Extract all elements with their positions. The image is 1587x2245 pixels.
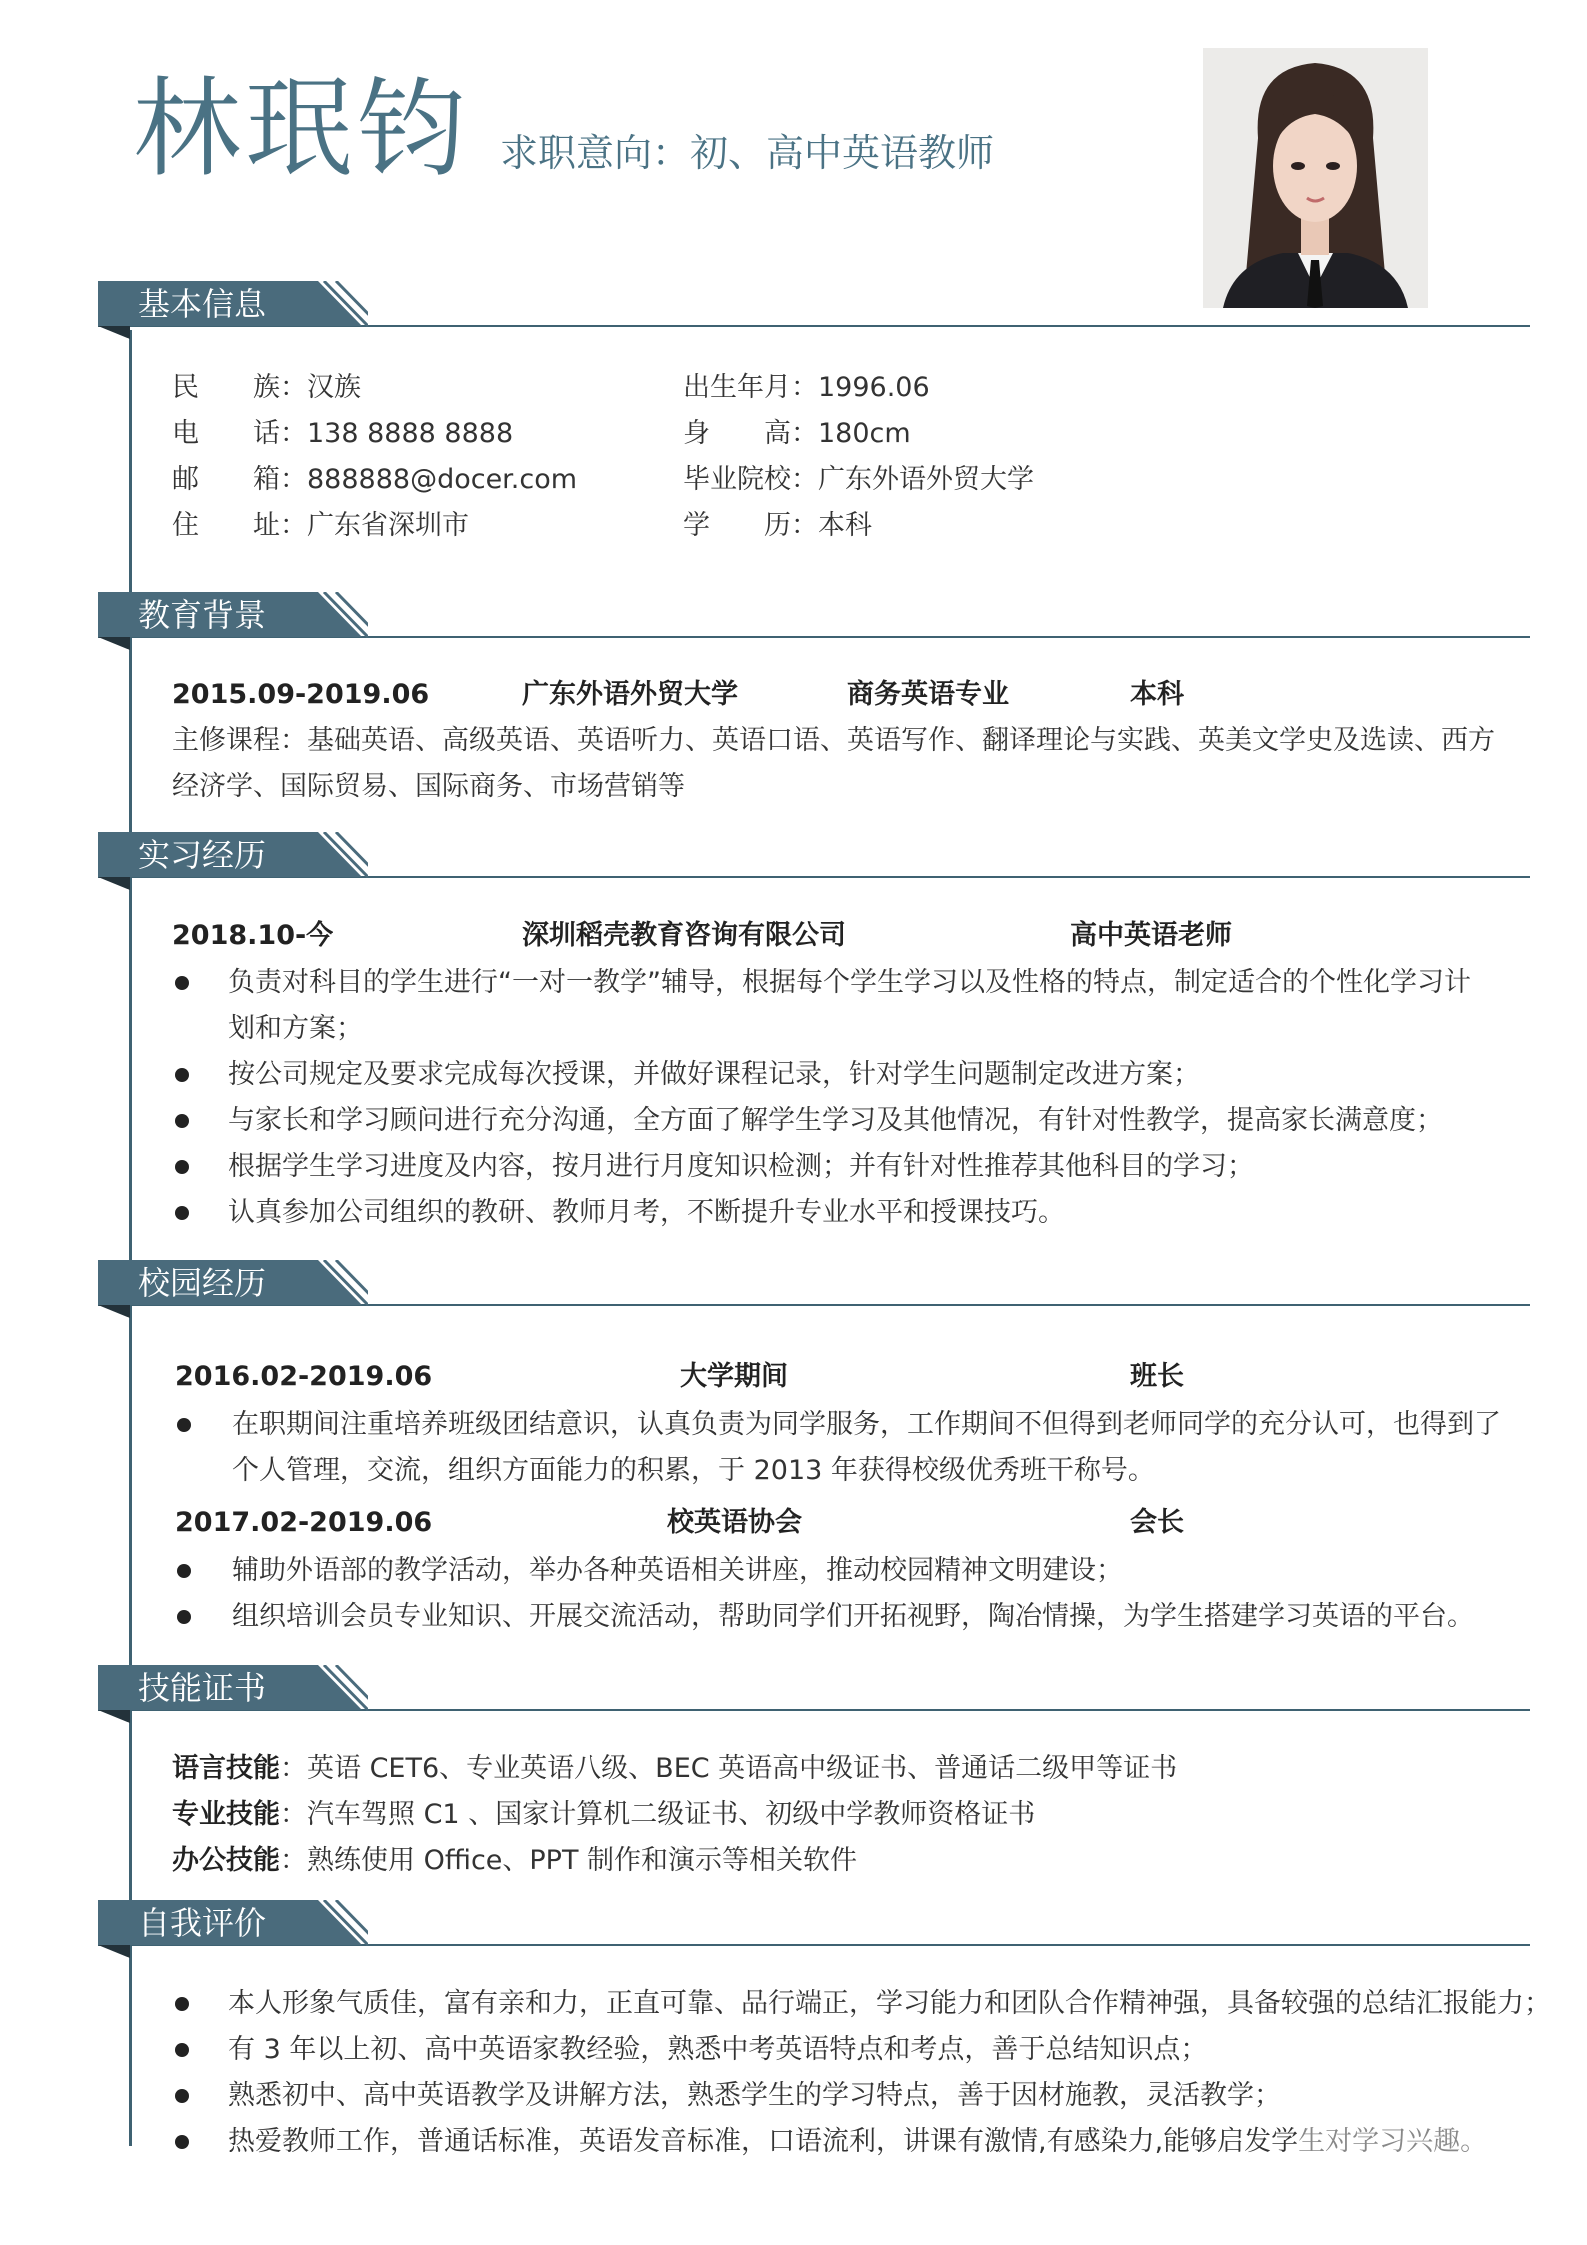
skill-professional — [172, 1792, 1035, 1838]
skill-professional-label: 专业技能 — [172, 1799, 280, 1830]
section-header-skills — [98, 1665, 1530, 1711]
campus1-org: 大学期间 — [680, 1361, 788, 1392]
email-label: 邮 箱： — [172, 464, 307, 495]
edu-courses-line1: 主修课程：基础英语、高级英语、英语听力、英语口语、英语写作、翻译理论与实践、英美文学史及选读、西方 — [172, 725, 1495, 756]
skill-office — [172, 1838, 857, 1884]
section-header-basic — [98, 281, 1530, 327]
birth-label: 出生年月： — [683, 372, 818, 403]
section-title: 基本信息 — [138, 285, 267, 323]
self-eval-4 — [228, 2119, 1487, 2165]
portrait-image — [1203, 48, 1428, 308]
ethnicity-label: 民 族： — [172, 372, 307, 403]
edu-courses-line2: 经济学、国际贸易、国际商务、市场营销等 — [172, 771, 685, 802]
campus2-org: 校英语协会 — [667, 1507, 802, 1538]
section-title: 教育背景 — [138, 596, 267, 634]
job-intent: 求职意向：初、高中英语教师 — [500, 131, 995, 175]
self-eval-1: 本人形象气质佳，富有亲和力，正直可靠、品行端正，学习能力和团队合作精神强，具备较强的总结汇报能力； — [228, 1988, 1551, 2019]
self-eval-4-tail: 生对学习兴趣。 — [1298, 2126, 1488, 2157]
height-value: 180cm — [818, 418, 911, 449]
address-value: 广东省深圳市 — [307, 510, 469, 541]
campus2-role: 会长 — [1130, 1507, 1184, 1538]
school-field — [683, 457, 1034, 503]
height-field — [683, 411, 911, 457]
email-field — [172, 457, 577, 503]
birth-field — [683, 365, 930, 411]
email-value: 888888@docer.com — [307, 464, 578, 495]
bullet-dot — [175, 2043, 189, 2057]
intern-bullet-4: 根据学生学习进度及内容，按月进行月度知识检测；并有针对性推荐其他科目的学习； — [228, 1151, 1254, 1182]
intern-role: 高中英语老师 — [1070, 920, 1232, 951]
skill-office-label: 办公技能 — [172, 1845, 280, 1876]
edu-degree: 本科 — [1130, 679, 1184, 710]
bullet-dot — [175, 1997, 189, 2011]
bullet-dot — [175, 2089, 189, 2103]
skill-language — [172, 1746, 1177, 1792]
section-title: 自我评价 — [138, 1904, 267, 1942]
bullet-dot — [175, 1206, 189, 1220]
skill-language-label: 语言技能 — [172, 1753, 280, 1784]
intern-bullet-1-cont: 划和方案； — [228, 1013, 363, 1044]
self-eval-2: 有 3 年以上初、高中英语家教经验，熟悉中考英语特点和考点，善于总结知识点； — [228, 2034, 1208, 2065]
phone-label: 电 话： — [172, 418, 307, 449]
intern-bullet-3: 与家长和学习顾问进行充分沟通，全方面了解学生学习及其他情况，有针对性教学，提高家长满意度； — [228, 1105, 1443, 1136]
degree-label: 学 历： — [683, 510, 818, 541]
campus1-line2: 个人管理，交流，组织方面能力的积累，于 2013 年获得校级优秀班干称号。 — [232, 1455, 1155, 1486]
degree-field — [683, 503, 872, 549]
intern-bullet-1: 负责对科目的学生进行“一对一教学”辅导，根据每个学生学习以及性格的特点，制定适合的个性化学习计 — [228, 967, 1471, 998]
intern-period: 2018.10-今 — [172, 920, 334, 951]
edu-school: 广东外语外贸大学 — [522, 679, 738, 710]
section-title: 校园经历 — [138, 1264, 267, 1302]
bullet-dot — [175, 2135, 189, 2149]
degree-value: 本科 — [818, 510, 872, 541]
section-header-self — [98, 1900, 1530, 1946]
bullet-dot — [177, 1610, 191, 1624]
campus2-period: 2017.02-2019.06 — [175, 1507, 433, 1538]
candidate-name: 林珉钧 — [133, 67, 470, 192]
school-label: 毕业院校： — [683, 464, 818, 495]
bullet-dot — [175, 1160, 189, 1174]
section-header-internship — [98, 832, 1530, 878]
section-title: 实习经历 — [138, 836, 267, 874]
section-title: 技能证书 — [138, 1669, 267, 1707]
campus1-period: 2016.02-2019.06 — [175, 1361, 433, 1392]
self-eval-4-main: 热爱教师工作，普通话标准，英语发音标准，口语流利，讲课有激情,有感染力,能够启发学 — [228, 2126, 1299, 2157]
campus2-line1: 辅助外语部的教学活动，举办各种英语相关讲座，推动校园精神文明建设； — [232, 1555, 1123, 1586]
address-label: 住 址： — [172, 510, 307, 541]
bullet-dot — [175, 1114, 189, 1128]
intern-bullet-5: 认真参加公司组织的教研、教师月考，不断提升专业水平和授课技巧。 — [228, 1197, 1065, 1228]
skill-office-value: ：熟练使用 Office、PPT 制作和演示等相关软件 — [280, 1845, 858, 1876]
intern-bullet-2: 按公司规定及要求完成每次授课，并做好课程记录，针对学生问题制定改进方案； — [228, 1059, 1200, 1090]
skill-professional-value: ：汽车驾照 C1 、国家计算机二级证书、初级中学教师资格证书 — [280, 1799, 1036, 1830]
address-field — [172, 503, 469, 549]
bullet-dot — [175, 976, 189, 990]
edu-major: 商务英语专业 — [847, 679, 1009, 710]
self-eval-3: 熟悉初中、高中英语教学及讲解方法，熟悉学生的学习特点，善于因材施教，灵活教学； — [228, 2080, 1281, 2111]
bullet-dot — [177, 1418, 191, 1432]
bullet-dot — [175, 1068, 189, 1082]
edu-period: 2015.09-2019.06 — [172, 679, 430, 710]
profile-photo — [1203, 48, 1428, 308]
bullet-dot — [177, 1564, 191, 1578]
campus1-role: 班长 — [1130, 1361, 1184, 1392]
height-label: 身 高： — [683, 418, 818, 449]
section-header-education — [98, 592, 1530, 638]
school-value: 广东外语外贸大学 — [818, 464, 1034, 495]
phone-value: 138 8888 8888 — [307, 418, 514, 449]
phone-field — [172, 411, 513, 457]
birth-value: 1996.06 — [818, 372, 930, 403]
ethnicity-field — [172, 365, 361, 411]
campus1-line1: 在职期间注重培养班级团结意识，认真负责为同学服务，工作期间不但得到老师同学的充分认可，也得到了 — [232, 1409, 1501, 1440]
ethnicity-value: 汉族 — [307, 372, 361, 403]
campus2-line2: 组织培训会员专业知识、开展交流活动，帮助同学们开拓视野，陶冶情操，为学生搭建学习英语的平台。 — [232, 1601, 1474, 1632]
intern-company: 深圳稻壳教育咨询有限公司 — [522, 920, 846, 951]
section-header-campus — [98, 1260, 1530, 1306]
skill-language-value: ：英语 CET6、专业英语八级、BEC 英语高中级证书、普通话二级甲等证书 — [280, 1753, 1178, 1784]
